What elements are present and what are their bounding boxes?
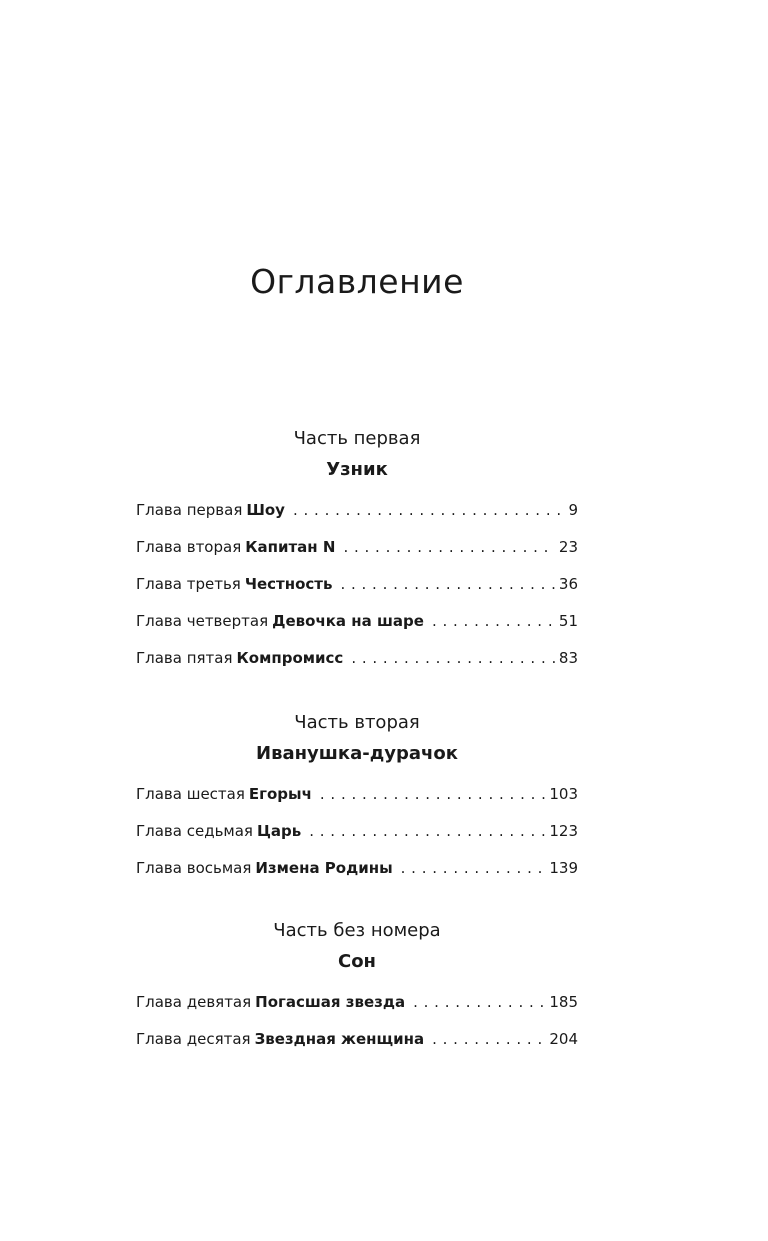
dot-leader <box>401 856 546 880</box>
chapter-title: Шоу <box>246 501 285 519</box>
chapter-prefix: Глава девятая <box>136 993 252 1011</box>
chapter-title: Компромисс <box>236 649 344 667</box>
toc-entry[interactable] <box>136 782 578 806</box>
chapter-prefix: Глава первая <box>136 501 243 519</box>
toc-entry[interactable] <box>136 609 578 633</box>
chapter-title: Егорыч <box>248 785 312 803</box>
part-label: Часть вторая <box>294 712 420 733</box>
chapter-title: Девочка на шаре <box>272 612 424 630</box>
chapter-list <box>136 498 578 670</box>
chapter-list <box>136 990 578 1051</box>
page-number: 204 <box>549 1030 578 1048</box>
part-3 <box>136 919 578 1051</box>
part-label: Часть без номера <box>273 920 441 941</box>
page-number: 123 <box>549 822 578 840</box>
dot-leader <box>432 1027 545 1051</box>
page-number: 103 <box>549 785 578 803</box>
dot-leader <box>343 535 554 559</box>
page-number: 185 <box>549 993 578 1011</box>
dot-leader <box>320 782 545 806</box>
dot-leader <box>309 819 545 843</box>
dot-leader <box>340 572 554 596</box>
chapter-prefix: Глава седьмая <box>136 822 253 840</box>
toc-entry[interactable] <box>136 572 578 596</box>
chapter-prefix: Глава четвертая <box>136 612 269 630</box>
dot-leader <box>293 498 564 522</box>
part-name: Узник <box>326 459 388 480</box>
chapter-prefix: Глава вторая <box>136 538 242 556</box>
toc-entry[interactable] <box>136 646 578 670</box>
toc-entry[interactable] <box>136 990 578 1014</box>
chapter-prefix: Глава пятая <box>136 649 233 667</box>
toc-entry[interactable] <box>136 535 578 559</box>
chapter-prefix: Глава десятая <box>136 1030 251 1048</box>
part-2 <box>136 711 578 880</box>
part-name: Иванушка-дурачок <box>256 743 458 764</box>
toc-title: Оглавление <box>250 262 464 301</box>
page-number: 51 <box>558 612 578 630</box>
chapter-title: Звездная женщина <box>254 1030 425 1048</box>
dot-leader <box>413 990 545 1014</box>
page-number: 23 <box>558 538 578 556</box>
part-1 <box>136 427 578 670</box>
chapter-title: Капитан N <box>245 538 336 556</box>
part-name: Сон <box>337 951 376 972</box>
chapter-prefix: Глава третья <box>136 575 241 593</box>
dot-leader <box>351 646 555 670</box>
toc-entry[interactable] <box>136 1027 578 1051</box>
chapter-title: Честность <box>244 575 333 593</box>
chapter-prefix: Глава шестая <box>136 785 245 803</box>
toc-entry[interactable] <box>136 498 578 522</box>
chapter-list <box>136 782 578 880</box>
page-number: 9 <box>568 501 578 519</box>
chapter-title: Царь <box>256 822 302 840</box>
page-number: 36 <box>558 575 578 593</box>
toc-entry[interactable] <box>136 856 578 880</box>
chapter-prefix: Глава восьмая <box>136 859 252 877</box>
page-number: 83 <box>558 649 578 667</box>
dot-leader <box>432 609 555 633</box>
page-number: 139 <box>549 859 578 877</box>
chapter-title: Погасшая звезда <box>255 993 406 1011</box>
part-label: Часть первая <box>293 428 421 449</box>
chapter-title: Измена Родины <box>255 859 393 877</box>
toc-entry[interactable] <box>136 819 578 843</box>
